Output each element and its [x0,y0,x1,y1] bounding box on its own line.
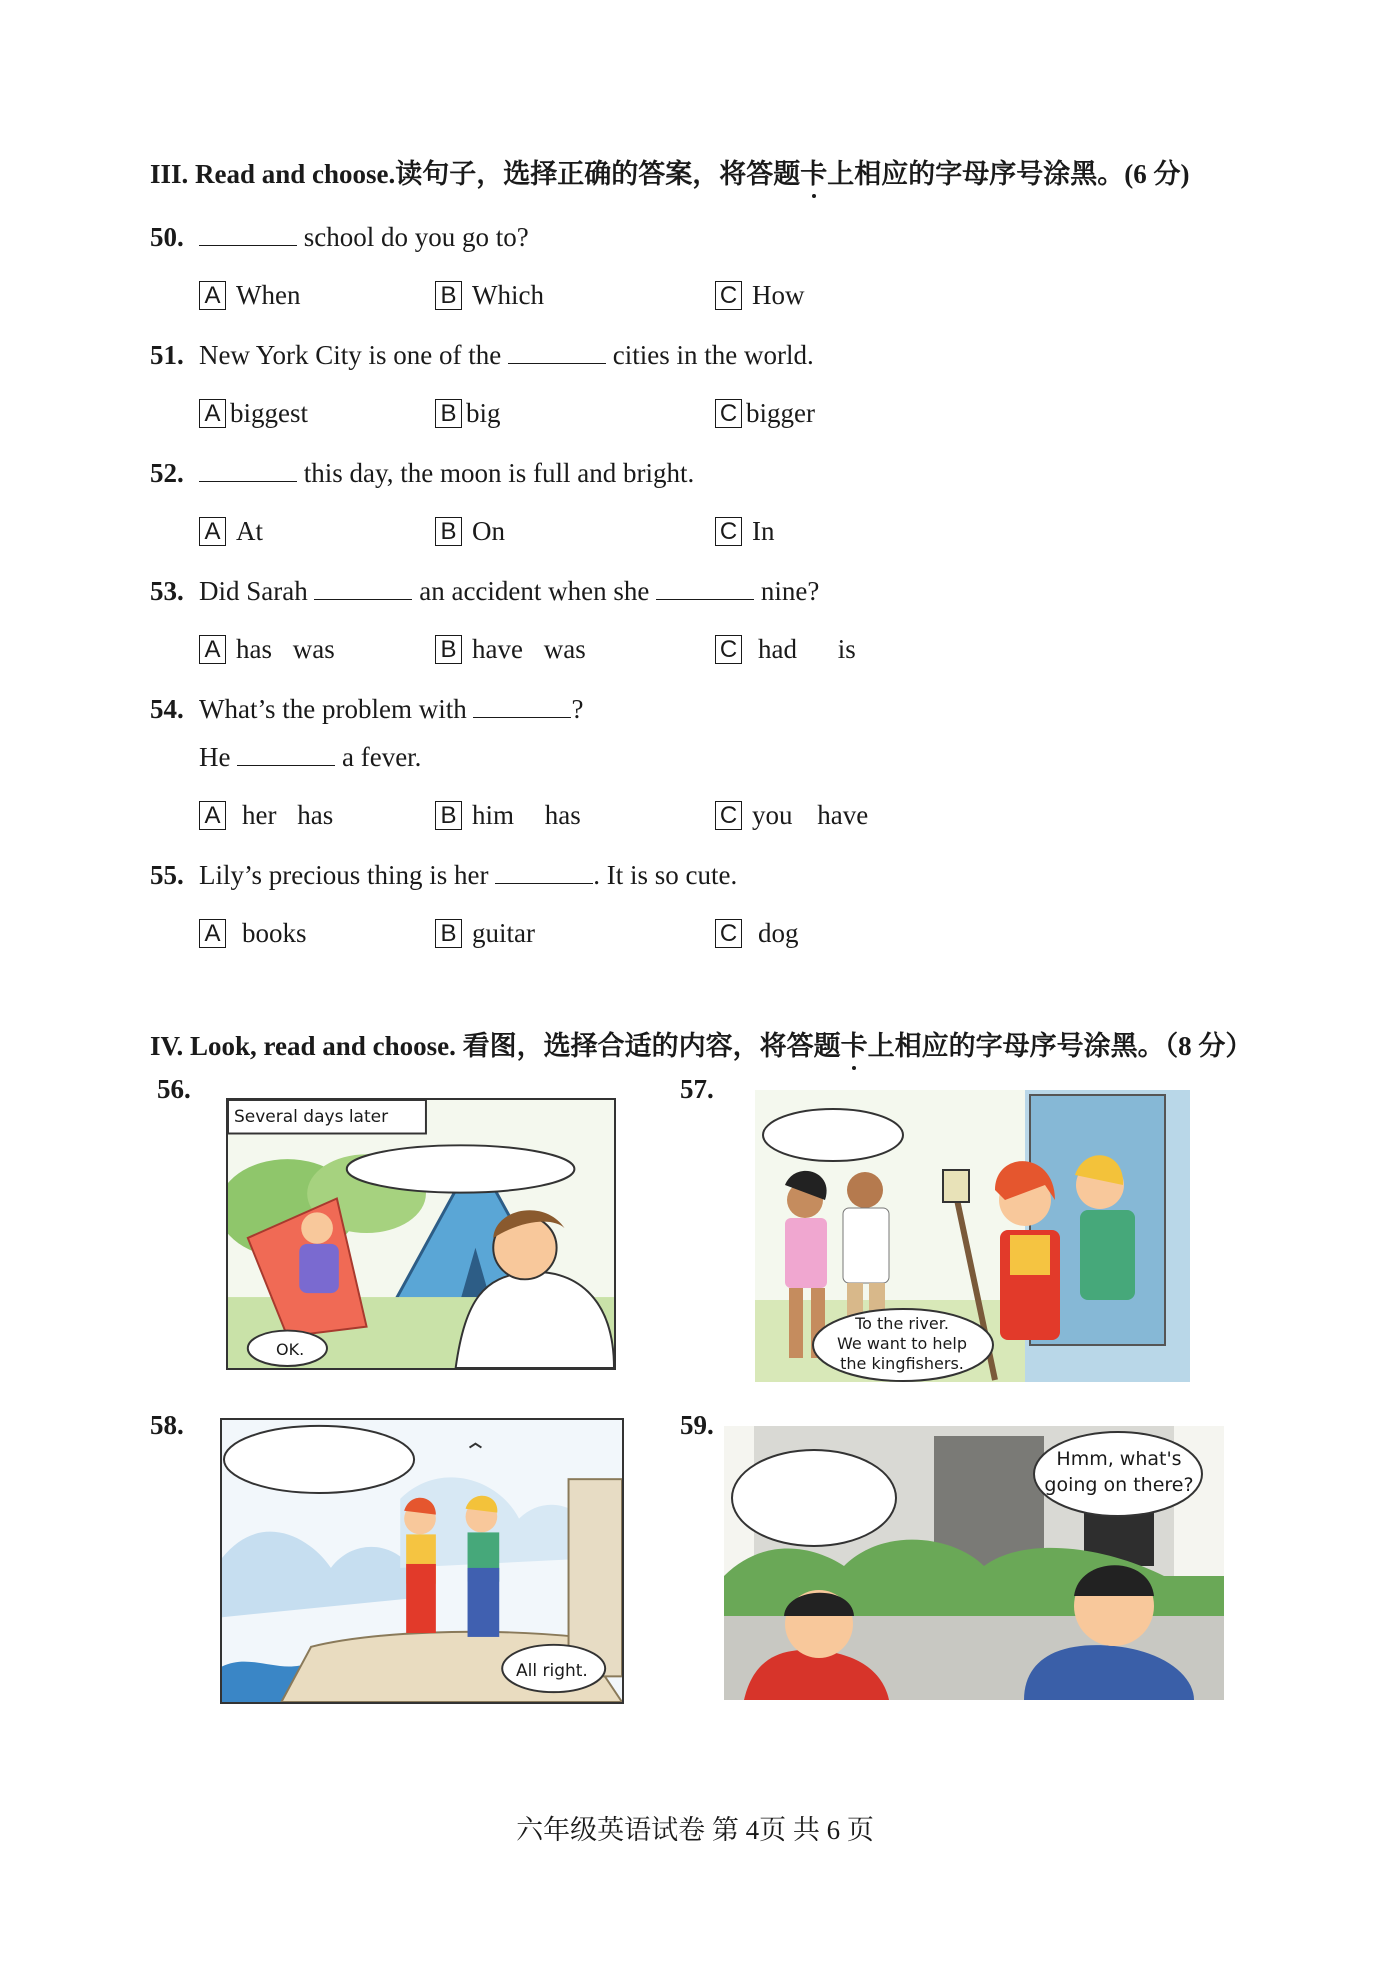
bubble-line: To the river. [855,1314,949,1333]
option-53-b[interactable] [435,634,586,665]
answer-blank [199,224,297,246]
question-number: 53. [150,576,184,606]
option-letter-box: A [199,399,226,428]
option-letter-box: C [715,399,742,428]
option-text: him has [472,800,581,830]
speech-bubble-text [1044,1446,1194,1498]
question-55 [150,860,737,891]
option-letter-box: C [715,801,742,830]
section-4-instruction-end: 上相应的字母序号涂黑。（8 分） [867,1031,1253,1061]
answer-blank [473,696,571,718]
option-55-a[interactable] [199,918,307,949]
picture-number: 59. [680,1410,714,1440]
camping-scene-illustration [228,1100,614,1368]
option-55-c[interactable] [715,918,799,949]
question-number: 52. [150,458,184,488]
empty-speech-bubble [224,1426,414,1493]
question-54 [150,694,583,725]
option-text: had is [758,634,856,664]
picture-number: 58. [150,1410,184,1440]
option-text: books [242,918,307,948]
option-letter-box: B [435,517,462,546]
emphasis-char: 卡 [800,159,828,189]
answer-blank-1 [314,578,412,600]
answer-blank [508,342,606,364]
option-text: you have [752,800,869,830]
comic-panel-58 [220,1418,624,1704]
answer-blank-2 [656,578,754,600]
response-text-end: a fever. [335,742,422,772]
panel-caption: Several days later [234,1107,389,1127]
question-54-response [199,742,421,773]
option-letter-box: B [435,801,462,830]
empty-speech-bubble [763,1109,903,1161]
option-letter-box: B [435,635,462,664]
option-letter-box: A [199,281,226,310]
option-text: At [236,516,263,546]
question-text-end: . It is so cute. [593,860,738,890]
speech-bubble-text: OK. [276,1340,305,1359]
section-4-title [150,1024,1252,1063]
question-text-mid: an accident when she [412,576,657,606]
option-letter-box: B [435,281,462,310]
comic-panel-57 [755,1090,1190,1382]
windy-cliff-illustration [222,1420,622,1702]
page-footer: 六年级英语试卷 第 4页 共 6 页 [516,1815,874,1845]
question-number: 55. [150,860,184,890]
section-3-title-cn [395,159,1189,189]
option-51-c[interactable] [715,398,815,429]
option-letter-box: C [715,281,742,310]
question-text: this day, the moon is full and bright. [297,458,695,488]
response-text: He [199,742,238,772]
option-53-a[interactable] [199,634,335,665]
option-letter-box: C [715,517,742,546]
option-letter-box: A [199,517,226,546]
option-text: big [466,398,501,428]
option-text: bigger [746,398,815,428]
option-letter-box: A [199,919,226,948]
option-55-b[interactable] [435,918,535,949]
option-54-b[interactable] [435,800,581,831]
option-text: How [752,280,805,310]
question-number: 50. [150,222,184,252]
speech-bubble-text: All right. [516,1661,588,1681]
bubble-line: going on there? [1044,1474,1194,1496]
option-52-b[interactable] [435,516,505,547]
section-3-title-en: III. Read and choose. [150,159,396,189]
question-text: What’s the problem with [199,694,474,724]
option-letter-box: C [715,635,742,664]
option-letter-box: B [435,919,462,948]
section-4-title-en: IV. Look, read and choose. [150,1031,456,1061]
question-number: 51. [150,340,184,370]
question-51 [150,340,814,371]
question-number: 54. [150,694,184,724]
question-52 [150,458,694,489]
bubble-line: We want to help [837,1334,967,1353]
option-text: On [472,516,505,546]
option-text: dog [758,918,799,948]
section-3-instruction: 读句子，选择正确的答案，将答题 [395,159,801,189]
emphasis-char: 卡 [840,1031,868,1061]
option-text: biggest [230,398,308,428]
option-50-c[interactable] [715,280,805,311]
option-52-c[interactable] [715,516,775,547]
option-text: her has [242,800,334,830]
question-text: Lily’s precious thing is her [199,860,496,890]
option-50-a[interactable] [199,280,300,311]
option-text: guitar [472,918,535,948]
question-text: New York City is one of the [199,340,508,370]
option-letter-box: B [435,399,462,428]
option-letter-box: C [715,919,742,948]
bubble-line: Hmm, what's [1056,1448,1182,1470]
question-text-end: ? [571,694,584,724]
question-text-end: nine? [754,576,820,606]
empty-speech-bubble [732,1450,896,1546]
option-54-c[interactable] [715,800,868,831]
question-text-end: cities in the world. [606,340,814,370]
option-text: In [752,516,775,546]
option-text: Which [472,280,544,310]
option-text: has was [236,634,335,664]
option-54-a[interactable] [199,800,333,831]
option-51-b[interactable] [435,398,501,429]
option-text: When [236,280,301,310]
option-text: have was [472,634,586,664]
question-50 [150,222,529,253]
comic-panel-59 [724,1426,1224,1700]
option-letter-box: A [199,635,226,664]
bubble-line: the kingfishers. [840,1354,964,1373]
section-3-title [150,152,1190,191]
question-text: Did Sarah [199,576,315,606]
option-51-a[interactable] [199,398,308,429]
question-text: school do you go to? [297,222,529,252]
empty-speech-bubble [347,1145,575,1192]
option-53-c[interactable] [715,634,856,665]
picture-number: 56. [157,1074,191,1104]
comic-panel-56 [226,1098,616,1370]
answer-blank [199,460,297,482]
section-4-title-cn [463,1031,1253,1061]
option-letter-box: A [199,801,226,830]
section-4-instruction: 看图，选择合适的内容，将答题 [462,1031,841,1061]
picture-number: 57. [680,1074,714,1104]
speech-bubble-text [827,1314,977,1374]
option-52-a[interactable] [199,516,263,547]
section-3-instruction-end: 上相应的字母序号涂黑。(6 分) [827,159,1190,189]
option-50-b[interactable] [435,280,544,311]
answer-blank [495,862,593,884]
question-53 [150,576,819,607]
answer-blank [237,744,335,766]
